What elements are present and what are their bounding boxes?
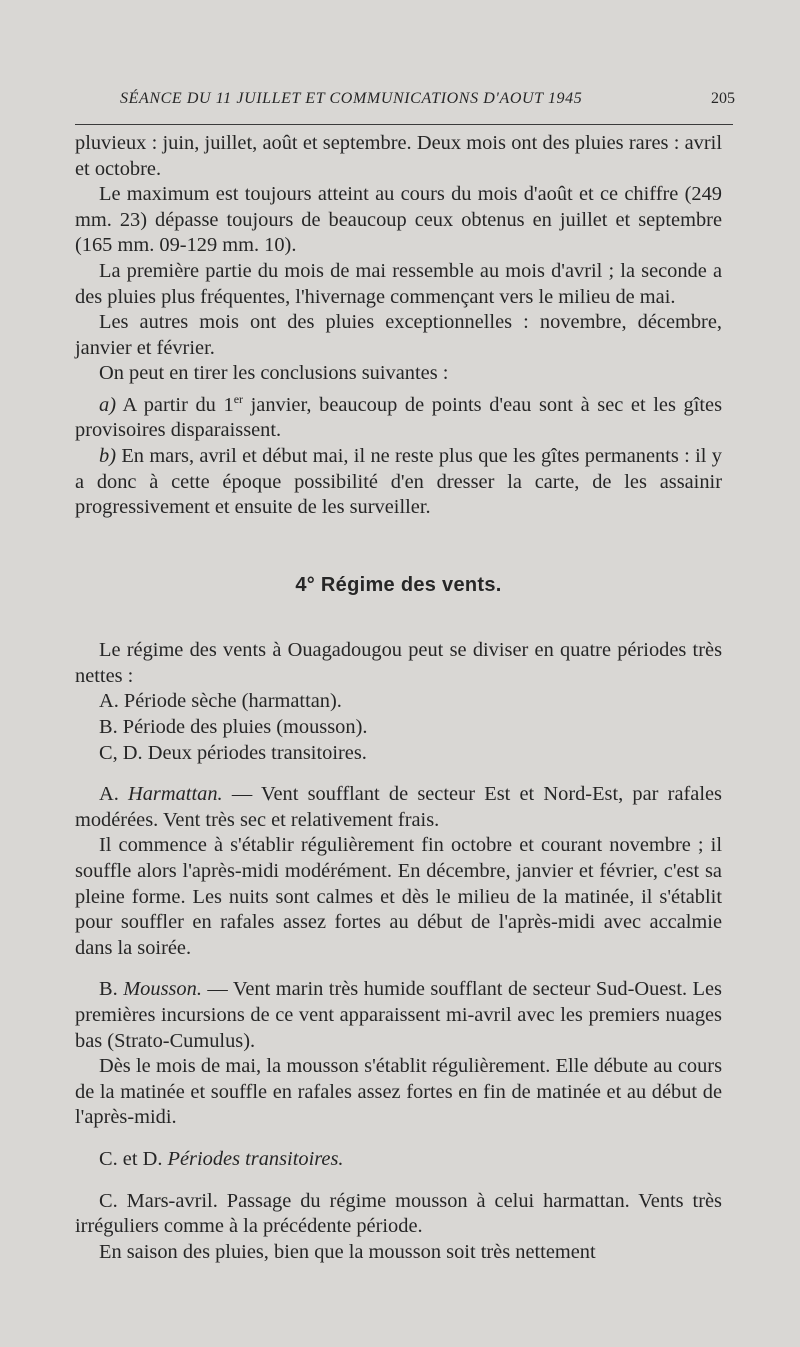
page-number: 205 xyxy=(711,90,735,107)
list-marker: a) xyxy=(99,393,116,416)
page-header xyxy=(120,90,735,116)
ordinal-suffix: er xyxy=(233,391,244,406)
item-label: C. et D. xyxy=(99,1147,168,1170)
paragraph-text: janvier, beaucoup de points d'eau sont à sec et les gîtes provisoires disparaissent. xyxy=(75,393,723,442)
paragraph: Le maximum est toujours atteint au cours du mois d'août et ce chiffre (249 mm. 23) dépasse toujours de beaucoup ceux obtenus en juillet et septembre (165 mm. 09-129 mm. 10). xyxy=(75,183,722,257)
body-text xyxy=(75,131,722,1265)
section-title: 4° Régime des vents. xyxy=(295,573,502,596)
list-item: A. Période sèche (harmattan). xyxy=(99,690,342,713)
item-label: B. xyxy=(99,978,124,1001)
paragraph-text: En mars, avril et début mai, il ne reste plus que les gîtes permanents : il y a donc à cette époque possibilité d'en dresser la carte, de les assainir progressivement et ensuite de les surveiller. xyxy=(75,444,722,519)
paragraph: Il commence à s'établir régulièrement fin octobre et courant novembre ; il souffle alors l'après-midi modérément. En décembre, janvier et février, c'est sa pleine forme. Les nuits sont calmes et dès le milieu de la matinée, il s'établit pour souffler en rafales assez fortes au début de l'après-midi avec accalmie dans la soirée. xyxy=(75,834,722,959)
paragraph-conclusion-a xyxy=(75,387,722,444)
item-label: A. xyxy=(99,783,129,806)
running-title: SÉANCE DU 11 JUILLET ET COMMUNICATIONS D'AOUT 1945 xyxy=(120,90,583,107)
paragraph: La première partie du mois de mai ressemble au mois d'avril ; la seconde a des pluies plus fréquentes, l'hivernage commençant vers le milieu de mai. xyxy=(75,259,722,308)
item-term: Harmattan. xyxy=(128,783,223,806)
paragraph-text: A partir du 1 xyxy=(116,393,234,416)
paragraph: En saison des pluies, bien que la mousson soit très nettement xyxy=(99,1240,596,1263)
subheading-transitional-periods xyxy=(75,1147,722,1173)
item-term: Mousson. xyxy=(123,978,202,1001)
item-term: Périodes transitoires. xyxy=(167,1147,344,1170)
paragraph: Les autres mois ont des pluies exceptionnelles : novembre, décembre, janvier et février. xyxy=(75,311,722,359)
paragraph-mousson xyxy=(75,977,722,1054)
list-item: C, D. Deux périodes transitoires. xyxy=(99,741,367,764)
paragraph: Le régime des vents à Ouagadougou peut se diviser en quatre périodes très nettes : xyxy=(75,639,722,687)
paragraph: On peut en tirer les conclusions suivantes : xyxy=(99,362,449,385)
paragraph-harmattan xyxy=(75,782,722,833)
paragraph: C. Mars-avril. Passage du régime mousson à celui harmattan. Vents très irréguliers comme à la précédente période. xyxy=(75,1189,722,1238)
header-rule xyxy=(75,124,733,125)
paragraph-text: — Vent soufflant de secteur Est et Nord-Est, par rafales modérées. Vent très sec et relativement frais. xyxy=(75,783,722,831)
list-marker: b) xyxy=(99,444,116,467)
paragraph-text: — Vent marin très humide soufflant de secteur Sud-Ouest. Les premières incursions de ce vent apparaissent mi-avril avec les premiers nuages bas (Strato-Cumulus). xyxy=(75,978,722,1052)
paragraph-conclusion-b xyxy=(75,444,722,521)
paragraph: Dès le mois de mai, la mousson s'établit régulièrement. Elle débute au cours de la matinée et souffle en rafales assez fortes en fin de matinée et au début de l'après-midi. xyxy=(75,1055,722,1129)
paragraph: pluvieux : juin, juillet, août et septembre. Deux mois ont des pluies rares : avril et octobre. xyxy=(75,132,722,180)
list-item: B. Période des pluies (mousson). xyxy=(99,716,368,739)
